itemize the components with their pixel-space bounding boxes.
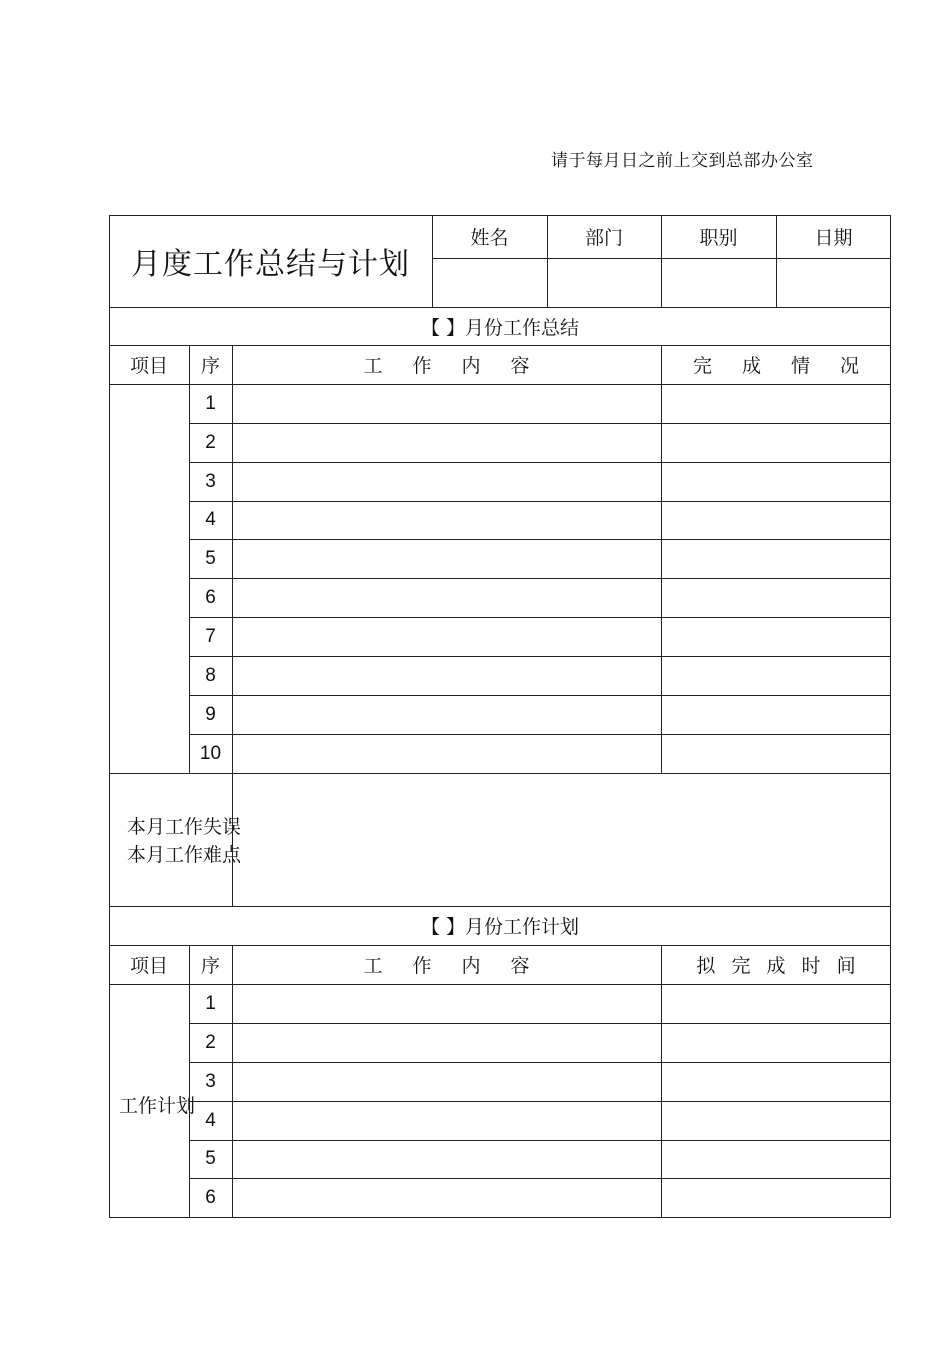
row-number: 7 (205, 625, 216, 647)
row-number: 4 (205, 1109, 216, 1131)
row-number: 1 (205, 392, 216, 414)
row-line (189, 1140, 891, 1141)
mistakes-label: 本月工作失误 (127, 816, 242, 838)
department-input-cell[interactable] (547, 258, 661, 307)
row-line (189, 695, 891, 696)
col-header-project: 项目 (129, 955, 168, 977)
col-header-plan-time: 拟 完 成 时 间 (696, 955, 856, 977)
row-line (189, 734, 891, 735)
row-number: 5 (205, 1148, 216, 1169)
content-col-line (661, 345, 662, 773)
row-number: 2 (205, 431, 216, 453)
field-label-date: 日期 (814, 227, 853, 249)
col-header-content: 工 作 内 容 (363, 355, 530, 377)
row-number: 2 (205, 1031, 216, 1053)
seq-col-line (232, 945, 233, 1217)
row-number: 3 (205, 1070, 216, 1092)
row-line (189, 501, 891, 502)
mistakes-input-area[interactable] (233, 773, 890, 906)
col-header-content: 工 作 内 容 (363, 955, 530, 977)
content-col-line (661, 945, 662, 1217)
col-header-seq: 序 (200, 355, 220, 377)
row-number: 5 (205, 547, 216, 569)
row-number: 9 (205, 703, 216, 725)
field-label-position: 职别 (699, 227, 738, 249)
submission-note: 请于每月日之前上交到总部办公室 (551, 151, 814, 171)
row-line (189, 462, 891, 463)
col-header-project: 项目 (129, 355, 168, 377)
row-number: 8 (205, 664, 216, 686)
col-header-seq: 序 (200, 955, 220, 977)
name-input-cell[interactable] (432, 258, 547, 307)
row-line (189, 578, 891, 579)
row-number: 6 (205, 586, 216, 608)
row-line (189, 1023, 891, 1024)
row-line (189, 1178, 891, 1179)
row-line (189, 539, 891, 540)
form-title: 月度工作总结与计划 (131, 247, 410, 282)
plan-heading: 【 】月份工作计划 (420, 916, 580, 938)
row-number: 4 (205, 509, 216, 530)
row-line (189, 656, 891, 657)
field-label-name: 姓名 (470, 227, 509, 249)
row-line (189, 617, 891, 618)
row-line (189, 1062, 891, 1063)
row-line (189, 1101, 891, 1102)
difficulties-label: 本月工作难点 (127, 844, 242, 866)
row-line (189, 423, 891, 424)
form-border-bottom (109, 1217, 891, 1218)
plan-label: 工作计划 (119, 1094, 196, 1117)
summary-heading: 【 】月份工作总结 (420, 316, 580, 339)
row-number: 10 (199, 742, 222, 764)
row-number: 1 (205, 992, 216, 1014)
field-label-department: 部门 (584, 227, 623, 249)
row-number: 3 (205, 470, 216, 492)
monthly-report-form (109, 215, 891, 1217)
row-number: 6 (205, 1186, 216, 1208)
col-header-completion: 完 成 情 况 (692, 355, 860, 377)
position-input-cell[interactable] (661, 258, 776, 307)
date-input-cell[interactable] (776, 258, 891, 307)
